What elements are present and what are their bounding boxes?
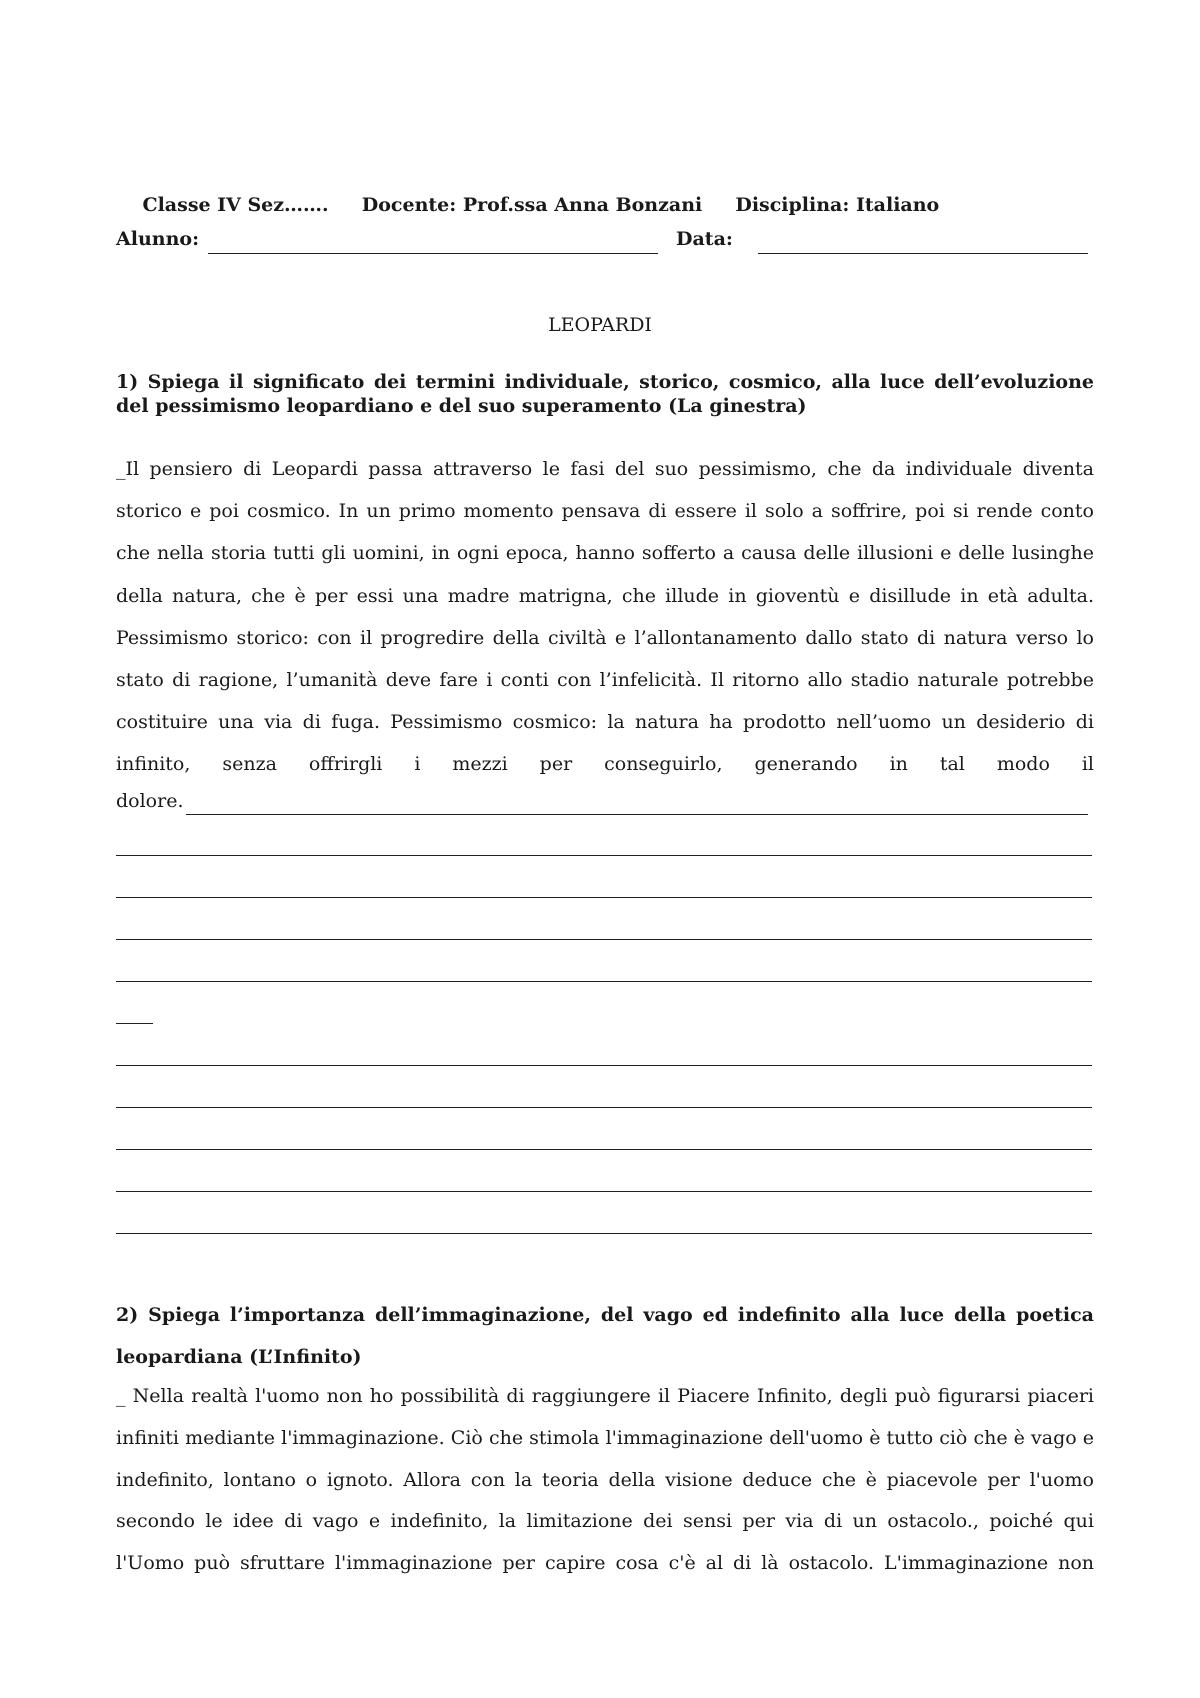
answer-1-end: dolore. <box>116 790 184 812</box>
answer-line <box>116 1233 1092 1234</box>
answer-line <box>116 1107 1092 1108</box>
answer-line <box>116 939 1092 940</box>
classe-label: Classe IV Sez……. <box>142 194 329 216</box>
data-blank-line[interactable] <box>758 253 1088 254</box>
data-label: Data: <box>676 228 733 250</box>
answer-line <box>116 897 1092 898</box>
question-2: 2) Spiega l’importanza dell’immaginazione, del vago ed indefinito alla luce della poetica leopardiana (L’Infinito) <box>116 1304 1094 1368</box>
answer-line <box>116 981 1092 982</box>
page-title: LEOPARDI <box>548 314 652 336</box>
answer-line <box>116 1065 1092 1066</box>
answer-line <box>116 855 1092 856</box>
header-row <box>116 172 939 238</box>
docente-label: Docente: Prof.ssa Anna Bonzani <box>361 194 703 216</box>
alunno-blank-line[interactable] <box>208 253 658 254</box>
answer-line <box>116 1191 1092 1192</box>
question-1: 1) Spiega il significato dei termini individuale, storico, cosmico, alla luce dell’evoluzione del pessimismo leopardiano e del suo superamento (La ginestra) <box>116 371 1094 417</box>
disciplina-label: Disciplina: Italiano <box>735 194 940 216</box>
answer-line-short <box>116 1023 153 1024</box>
alunno-label: Alunno: <box>116 228 200 250</box>
answer-1: _Il pensiero di Leopardi passa attraverso le fasi del suo pessimismo, che da individuale diventa storico e poi cosmico. In un primo momento pensava di essere il solo a soffrire, poi si rende conto che nella storia tutti gli uomini, in ogni epoca, hanno sofferto a causa delle illusioni e delle lusinghe della natura, che è per essi una madre matrigna, che illude in gioventù e disillude in età adulta. Pessimismo storico: con il progredire della civiltà e l’allontanamento dallo stato di natura verso lo stato di ragione, l’umanità deve fare i conti con l’infelicità. Il ritorno allo stadio naturale potrebbe costituire una via di fuga. Pessimismo cosmico: la natura ha prodotto nell’uomo un desiderio di infinito, senza offrirgli i mezzi per conseguirlo, generando in tal modo il <box>116 458 1094 776</box>
answer-line <box>186 814 1088 815</box>
answer-line <box>116 1149 1092 1150</box>
answer-2: _ Nella realtà l'uomo non ho possibilità di raggiungere il Piacere Infinito, degli può figurarsi piaceri infiniti mediante l'immaginazione. Ciò che stimola l'immaginazione dell'uomo è tutto ciò che è vago e indefinito, lontano o ignoto. Allora con la teoria della visione deduce che è piacevole per l'uomo secondo le idee di vago e indefinito, la limitazione dei sensi per via di un ostacolo., poiché qui l'Uomo può sfruttare l'immaginazione per capire cosa c'è al di là ostacolo. L'immaginazione non <box>116 1385 1094 1575</box>
